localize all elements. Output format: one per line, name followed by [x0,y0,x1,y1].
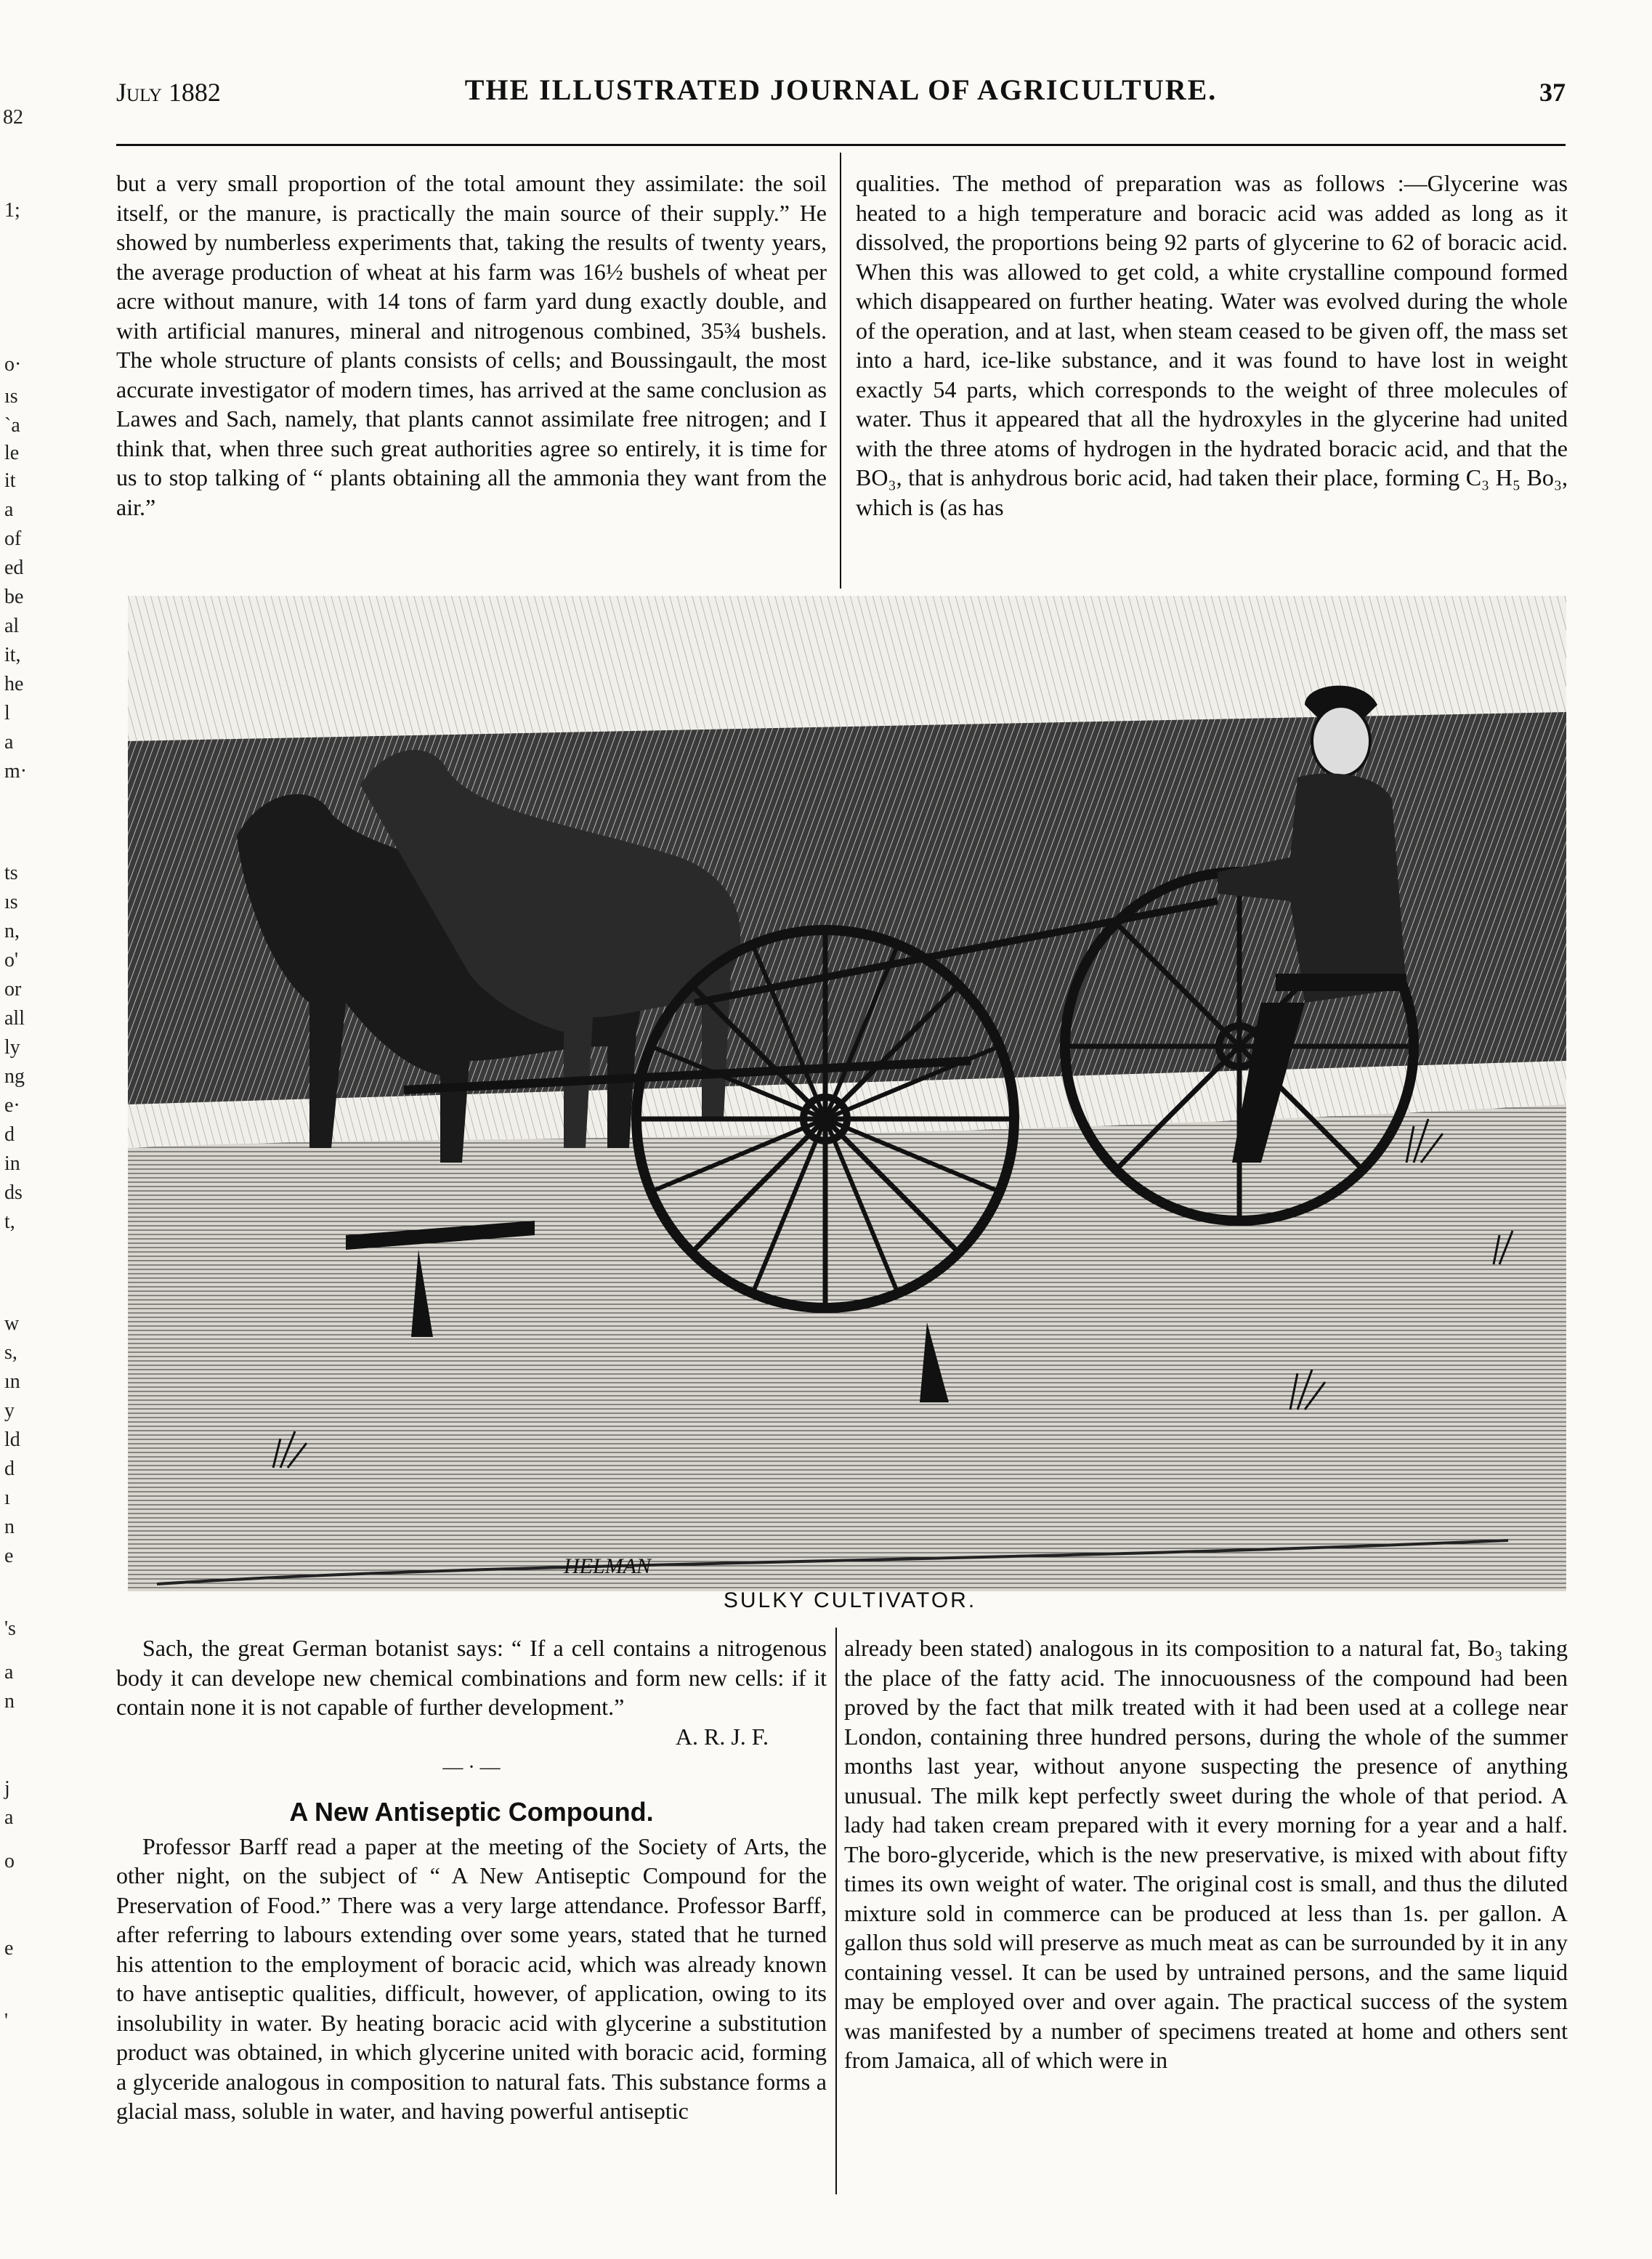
margin-fragment: d [4,1458,15,1480]
issue-date: July 1882 [116,78,221,107]
author-signature: A. R. J. F. [675,1723,769,1750]
margin-fragment: be [4,586,24,608]
margin-fragment: l [4,702,10,724]
column-right-top [856,169,1568,590]
margin-fragment: w [4,1312,20,1335]
margin-fragment: 's [4,1617,16,1640]
margin-fragment: a [4,1661,14,1684]
margin-fragment: s, [4,1341,17,1364]
column-divider-top [840,153,841,589]
margin-fragment: o [4,1850,15,1872]
column-right-bottom [844,1633,1568,2215]
margin-fragment: in [4,1152,20,1175]
margin-fragment: it, [4,644,21,666]
margin-fragment: ıs [4,891,18,913]
section-title: A New Antiseptic Compound. [289,1797,654,1827]
column-left-bottom [116,1633,827,2215]
margin-fragment: o· [4,353,22,376]
margin-page-number: 82 [3,106,23,129]
paragraph: Professor Barff read a paper at the meeting of the Society of Arts, the other night, on the subject of “ A New Antiseptic Compound for the Preservation of Food.” There was a very large attendance. Professor Barff, after referring to labours extending over some years, stated that he turned his attention to the employment of boracic acid, which was already known to have antiseptic qualities, difficult, however, of application, owing to its insolubility in water. By heating boracic acid with glycerine a substitution product was obtained, in which glycerine united with boracic acid, forming a glyceride analogous in composition to natural fats. This substance forms a glacial mass, soluble in water, and having powerful antiseptic [116,1832,827,2124]
margin-fragment: `a [4,414,20,437]
margin-fragment: ly [4,1036,20,1059]
margin-fragment: n, [4,920,20,942]
illustration-caption: SULKY CULTIVATOR. [723,1588,977,1612]
margin-fragment: ın [4,1370,20,1393]
margin-fragment: a [4,498,14,521]
margin-fragment: or [4,978,22,1001]
sulky-cultivator-illustration [128,596,1566,1591]
margin-fragment: e [4,1545,14,1567]
margin-fragment: ds [4,1181,23,1204]
paragraph: but a very small proportion of the total amount they assimilate: the soil itself, or the manure, is practically the main source of their supply.” He showed by numberless experiments that, taking the results of twenty years, the average production of wheat at his farm was 16½ bushels of wheat per acre without manure, with 14 tons of farm yard dung exactly double, and with artificial manures, mineral and nitrogenous combined, 35¾ bushels. The whole structure of plants consists of cells; and Boussingault, the most accurate investigator of modern times, has arrived at the same conclusion as Lawes and Sach, namely, that plants cannot assimilate free nitrogen; and I think that, when three such great authorities agree so entirely, it is time for us to stop talking of “ plants obtaining all the ammonia they want from the air.” [116,170,827,520]
margin-fragment: e· [4,1094,20,1117]
margin-fragment: le [4,442,20,464]
margin-fragment: m· [4,760,28,783]
margin-fragment: n [4,1690,15,1713]
margin-fragment: ng [4,1065,25,1088]
paragraph: already been stated) analogous in its composition to a natural fat, Bo₃ taking the place of the fatty acid. The innocuousness of the compound had been proved by the fact that milk treated with it had been used at a college near London, containing three hundred persons, during the whole of the summer months last year, without anyone suspecting the presence of anything unusual. The milk kept perfectly sweet during the whole of that period. A lady had taken cream prepared with it every morning for a year and a half. The boro-glyceride, which is the new preservative, is mixed with about fifty times its own weight of water. The original cost is small, and thus the diluted mixture sold in commerce can be produced at less than 1s. per gallon. A gallon thus sold will preserve as much meat as can be surrounded by it in any containing vessel. It can be used by untrained persons, and the same liquid may be employed over and over again. The practical success of the system was manifested by a number of specimens treated at home and others sent from Jamaica, all of which were in [844,1635,1568,2073]
header-rule [116,144,1566,146]
margin-fragment: it [4,469,16,492]
margin-fragment: a [4,731,14,753]
margin-fragment: ıs [4,385,18,408]
margin-fragment: o' [4,949,19,971]
margin-fragment: t, [4,1211,15,1233]
column-left-top [116,169,827,590]
margin-fragment: al [4,615,20,637]
margin-fragment: n [4,1516,15,1538]
column-divider-bottom [835,1628,837,2194]
margin-fragment: e [4,1937,14,1960]
margin-fragment: a [4,1806,14,1829]
margin-fragment: all [4,1007,25,1030]
margin-fragment: ed [4,557,24,579]
margin-fragment: he [4,673,24,695]
margin-fragment: ts [4,862,18,884]
margin-fragment: j [4,1777,10,1800]
margin-fragment: ' [4,2010,9,2032]
section-divider: — · — [442,1756,501,1779]
margin-fragment: 1; [4,199,20,222]
paragraph: qualities. The method of preparation was as follows :—Glycerine was heated to a high temperature and boracic acid was added as long as it dissolved, the proportions being 92 parts of glycerine to 62 of boracic acid. When this was allowed to get cold, a white crystalline compound formed which disappeared on further heating. Water was evolved during the whole of the operation, and at last, when steam ceased to be given off, the mass set into a hard, ice-like substance, and it was found to have lost in weight exactly 54 parts, which corresponds to the weight of three molecules of water. Thus it appeared that all the hydroxyles in the glycerine had united with the three atoms of hydrogen in the hydrated boracic acid, and that the BO₃, that is anhydrous boric acid, had taken their place, forming C₃ H₅ Bo₃, which is (as has [856,170,1568,520]
margin-fragment: of [4,528,22,550]
running-header [116,73,1566,116]
engraver-signature: HELMAN [564,1554,651,1578]
margin-fragment: d [4,1123,15,1146]
margin-fragment: ı [4,1487,10,1509]
paragraph: Sach, the great German botanist says: “ If a cell contains a nitrogenous body it can develope new chemical combinations and form new cells: if it contain none it is not capable of further development.” [116,1635,827,1720]
margin-fragment: ld [4,1428,20,1451]
margin-fragment: y [4,1399,15,1422]
journal-title: THE ILLUSTRATED JOURNAL OF AGRICULTURE. [464,73,1218,106]
page-number: 37 [1539,78,1566,107]
